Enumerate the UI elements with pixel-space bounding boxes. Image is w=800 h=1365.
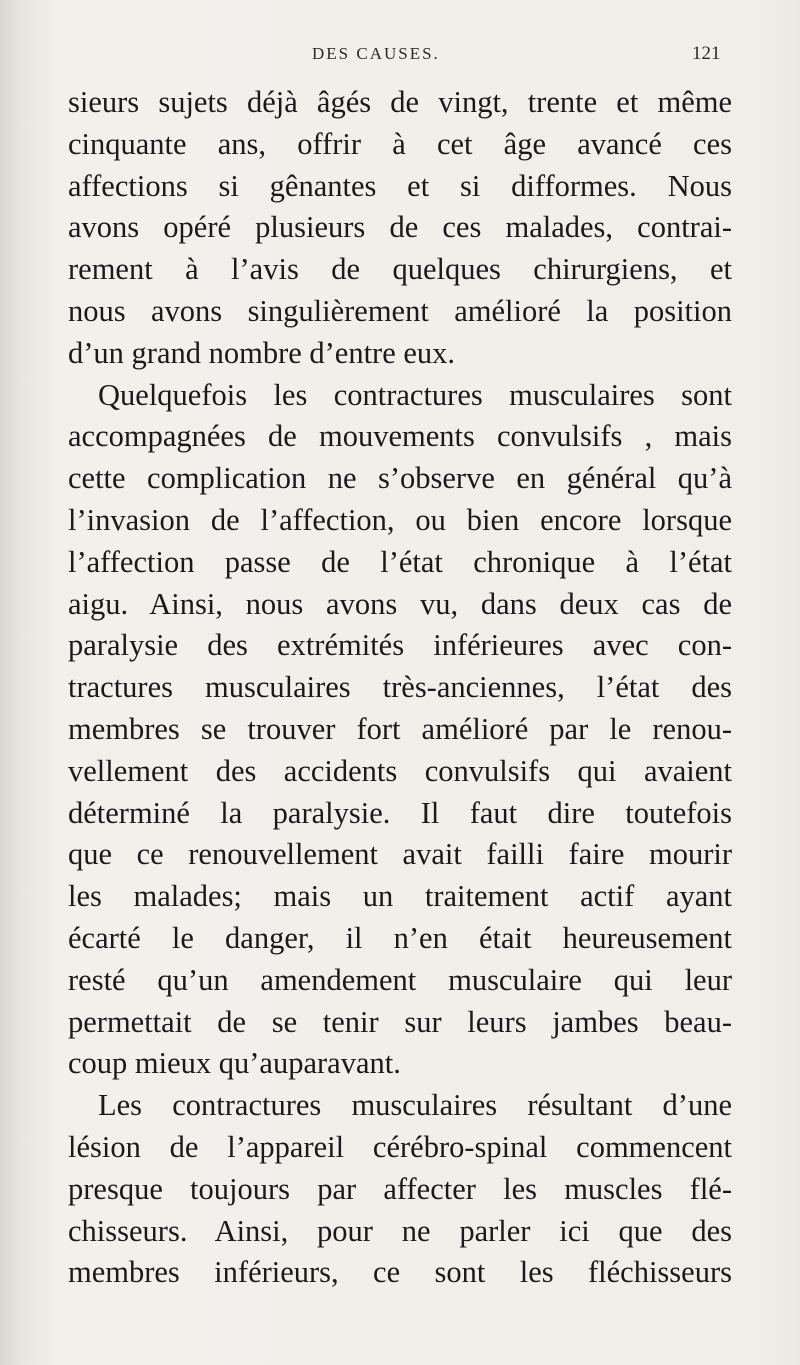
- text-line: d’un grand nombre d’entre eux.: [68, 335, 456, 370]
- text-line: coup mieux qu’auparavant.: [68, 1046, 401, 1081]
- text-line: resté qu’un amendement musculaire qui leur: [68, 962, 732, 997]
- text-line: chisseurs. Ainsi, pour ne parler ici que des: [68, 1213, 732, 1248]
- text-line: l’affection passe de l’état chronique à l’état: [68, 544, 732, 579]
- text-line: avons opéré plusieurs de ces malades, contrai-: [68, 210, 732, 245]
- text-line: membres inférieurs, ce sont les fléchisseurs: [68, 1255, 732, 1290]
- text-line: lésion de l’appareil cérébro-spinal commencent: [68, 1129, 732, 1164]
- text-line: accompagnées de mouvements convulsifs , mais: [68, 419, 732, 454]
- text-line: cette complication ne s’observe en général qu’à: [68, 461, 732, 496]
- text-line: rement à l’avis de quelques chirurgiens, et: [68, 252, 732, 287]
- text-line: vellement des accidents convulsifs qui avaient: [68, 753, 732, 788]
- body-text: [68, 82, 732, 1294]
- text-line: permettait de se tenir sur leurs jambes beau-: [68, 1004, 732, 1039]
- page-number: 121: [692, 43, 721, 64]
- text-line: affections si gênantes et si difformes. Nous: [68, 168, 732, 203]
- text-line: sieurs sujets déjà âgés de vingt, trente et même: [68, 85, 732, 119]
- text-line: Les contractures musculaires résultant d’une: [98, 1088, 732, 1123]
- text-line: tractures musculaires très-anciennes, l’état des: [68, 670, 732, 705]
- text-line: l’invasion de l’affection, ou bien encore lorsque: [68, 502, 732, 537]
- text-line: nous avons singulièrement amélioré la position: [68, 293, 732, 328]
- text-line: écarté le danger, il n’en était heureusement: [68, 920, 732, 955]
- text-line: presque toujours par affecter les muscles flé-: [68, 1171, 732, 1206]
- text-line: cinquante ans, offrir à cet âge avancé ces: [68, 126, 732, 161]
- text-line: déterminé la paralysie. Il faut dire toutefois: [68, 795, 732, 830]
- text-line: Quelquefois les contractures musculaires sont: [98, 377, 732, 412]
- running-head: DES CAUSES.: [312, 44, 440, 63]
- text-line: paralysie des extrémités inférieures avec con-: [68, 628, 732, 663]
- text-line: aigu. Ainsi, nous avons vu, dans deux cas de: [68, 586, 732, 621]
- page-header: [0, 44, 800, 74]
- text-line: membres se trouver fort amélioré par le renou-: [68, 711, 732, 746]
- text-line: que ce renouvellement avait failli faire mourir: [68, 837, 732, 872]
- text-line: les malades; mais un traitement actif ayant: [68, 879, 732, 914]
